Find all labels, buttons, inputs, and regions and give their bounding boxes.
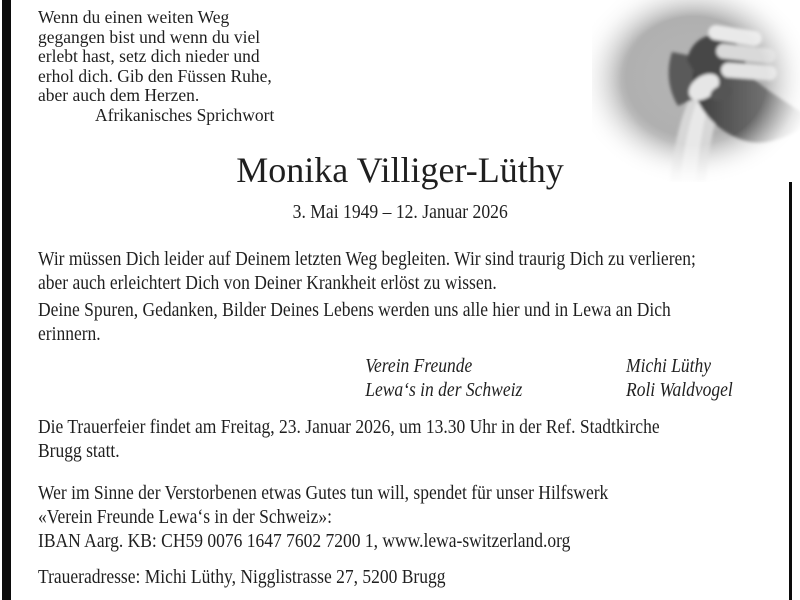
- signature-line: Roli Waldvogel: [626, 379, 733, 401]
- poem-line: gegangen bist und wenn du viel: [38, 26, 261, 47]
- life-dates: 3. Mai 1949 – 12. Januar 2026: [292, 201, 508, 223]
- donation-line: Wer im Sinne der Verstorbenen etwas Gutes tun will, spendet für unser Hilfswerk: [38, 482, 609, 504]
- obituary-body: [38, 247, 777, 589]
- funeral-line: Die Trauerfeier findet am Freitag, 23. Januar 2026, um 13.30 Uhr in der Ref. Stadtkirche: [38, 416, 660, 438]
- funeral-line: Brugg statt.: [38, 440, 120, 462]
- signature-left-column: [365, 354, 522, 402]
- donation-line: IBAN Aarg. KB: CH59 0076 1647 7602 7200 1, www.lewa-switzerland.org: [38, 530, 571, 552]
- signature-line: Lewa‘s in der Schweiz: [365, 379, 523, 401]
- poem-line: erlebt hast, setz dich nieder und: [38, 46, 260, 66]
- obituary-paragraph-1: [38, 247, 777, 295]
- paragraph-line: aber auch erleichtert Dich von Deiner Krankheit erlöst zu wissen.: [38, 272, 497, 294]
- paragraph-line: erinnern.: [38, 323, 101, 345]
- poem-attribution: Afrikanisches Sprichwort: [95, 104, 275, 125]
- paragraph-line: Deine Spuren, Gedanken, Bilder Deines Lebens werden uns alle hier und in Lewa an Dich: [38, 299, 671, 321]
- paragraph-line: Wir müssen Dich leider auf Deinem letzten Weg begleiten. Wir sind traurig Dich zu verlieren;: [38, 248, 696, 270]
- poem-line: erhol dich. Gib den Füssen Ruhe,: [38, 65, 272, 86]
- obituary-paragraph-2: [38, 298, 777, 346]
- memorial-poem: [38, 8, 274, 125]
- funeral-info: [38, 415, 777, 463]
- signature-line: Verein Freunde: [365, 355, 473, 377]
- signature-line: Michi Lüthy: [626, 355, 712, 377]
- donation-line: «Verein Freunde Lewa‘s in der Schweiz»:: [38, 506, 332, 528]
- poem-line: aber auch dem Herzen.: [38, 85, 200, 105]
- signature-right-column: [626, 354, 733, 402]
- donation-info: [38, 481, 777, 553]
- deceased-name: Monika Villiger-Lüthy: [236, 150, 564, 190]
- poem-line: Wenn du einen weiten Weg: [38, 7, 230, 27]
- mourning-address: Traueradresse: Michi Lüthy, Nigglistrasse 27, 5200 Brugg: [38, 566, 446, 588]
- signatures: [38, 354, 777, 402]
- left-border-bar: [2, 0, 11, 600]
